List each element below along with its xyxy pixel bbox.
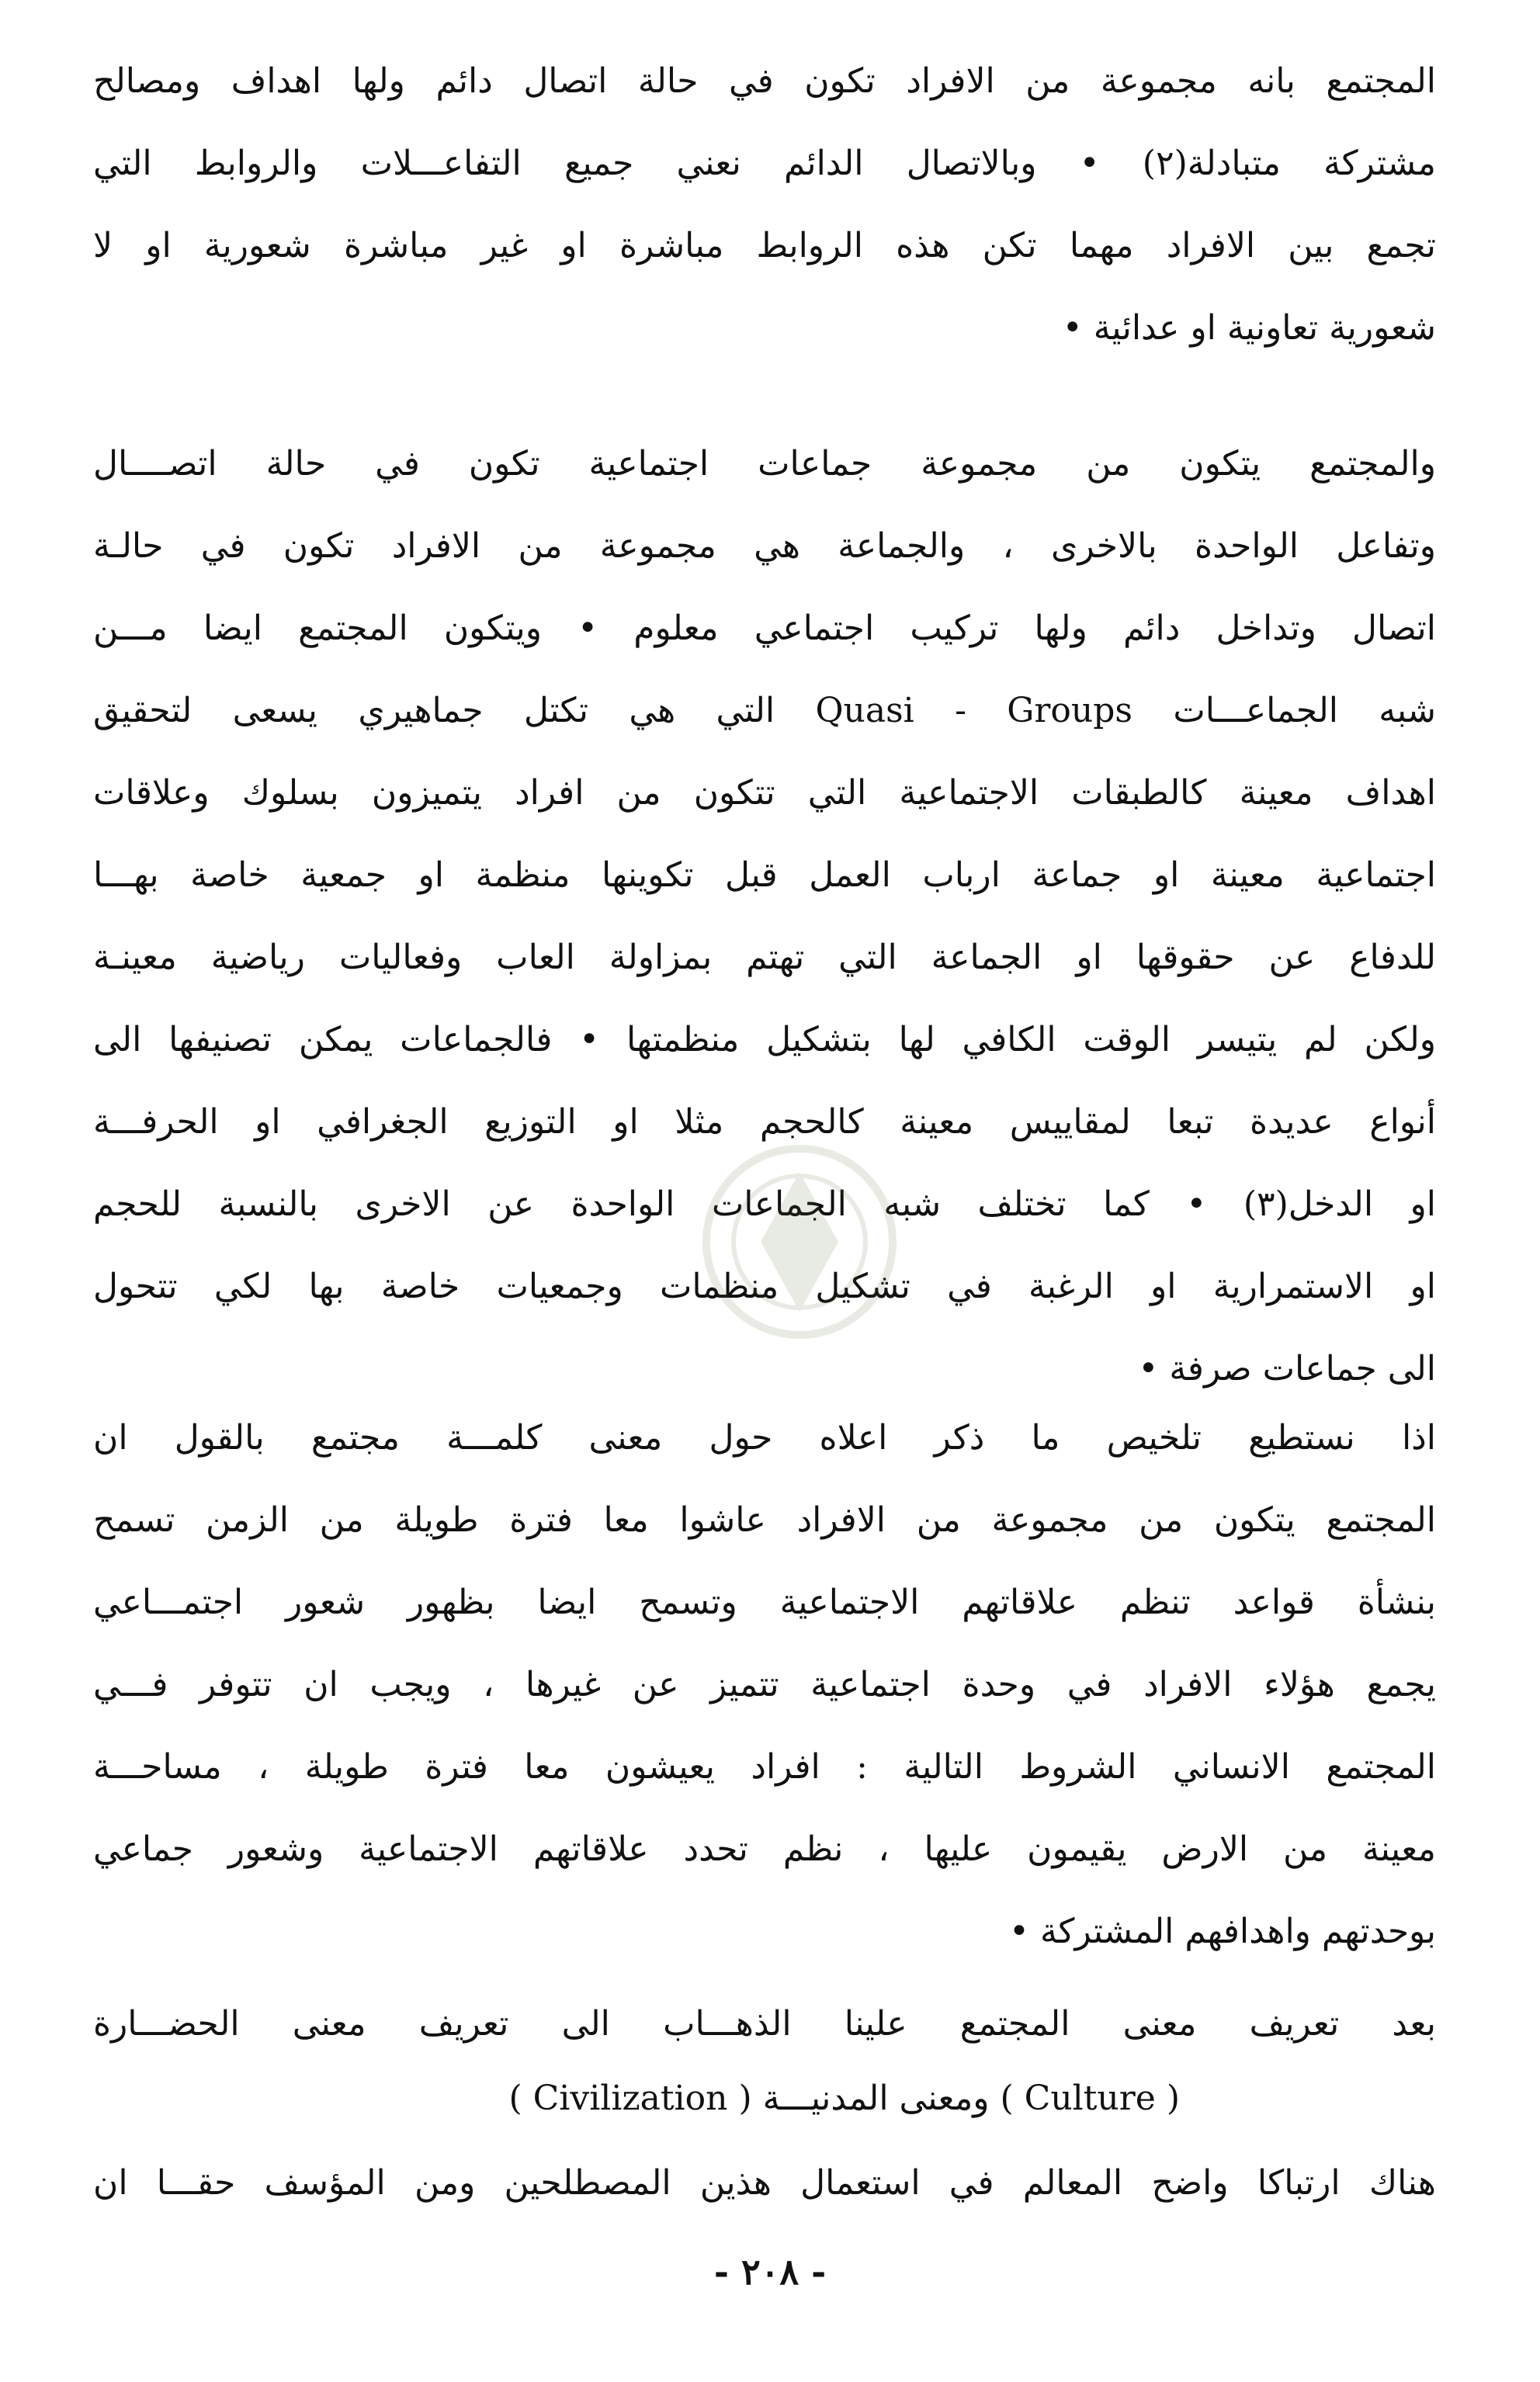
paragraph-5	[93, 2142, 1436, 2224]
library-seal-watermark	[683, 1125, 916, 1358]
text-line: هناك ارتباكا واضح المعالم في استعمال هذين المصطلحين ومن المؤسف حقـــا ان	[93, 2163, 1436, 2203]
text-line: او الدخل(٣) • كما تختلف شبه الجماعات الواحدة عن الاخرى بالنسبة للحجم	[93, 1184, 1437, 1224]
text-line: شبه الجماعـــات Quasi - Groups التي هي تكتل جماهيري يسعى لتحقيق	[93, 691, 1436, 730]
text-line: أنواع عديدة تبعا لمقاييس معينة كالحجم مثلا او التوزيع الجغرافي او الحرفـــة	[93, 1102, 1436, 1142]
paragraph-3	[93, 1397, 1436, 1973]
text-line: للدفاع عن حقوقها او الجماعة التي تهتم بمزاولة العاب وفعاليات رياضية معينـة	[93, 938, 1436, 977]
text-line: اتصال وتداخل دائم ولها تركيب اجتماعي معلوم • ويتكون المجتمع ايضا مـــن	[93, 609, 1436, 648]
text-line: وتفاعل الواحدة بالاخرى ، والجماعة هي مجموعة من الافراد تكون في حالـة	[93, 526, 1436, 566]
text-line: مشتركة متبادلة(٢) • وبالاتصال الدائم نعني جميع التفاعـــلات والروابط التي	[93, 144, 1437, 183]
text-line: شعورية تعاونية او عدائية •	[1062, 308, 1436, 348]
text-line: المجتمع الانساني الشروط التالية : افراد يعيشون معا فترة طويلة ، مساحـــة	[93, 1747, 1436, 1787]
text-line: الى جماعات صرفة •	[1138, 1349, 1436, 1389]
text-line: او الاستمرارية او الرغبة في تشكيل منظمات وجمعيات خاصة بها لكي تتحول	[93, 1267, 1436, 1306]
text-line: والمجتمع يتكون من مجموعة جماعات اجتماعية تكون في حالة اتصــــال	[93, 444, 1436, 484]
text-line: تجمع بين الافراد مهما تكن هذه الروابط مباشرة او غير مباشرة شعورية او لا	[93, 226, 1436, 265]
text-line: اذا نستطيع تلخيص ما ذكر اعلاه حول معنى كلمـــة مجتمع بالقول ان	[93, 1418, 1436, 1458]
text-line: اجتماعية معينة او جماعة ارباب العمل قبل تكوينها منظمة او جمعية خاصة بهـــا	[93, 855, 1436, 895]
text-line: يجمع هؤلاء الافراد في وحدة اجتماعية تتميز عن غيرها ، ويجب ان تتوفر فـــي	[93, 1665, 1436, 1704]
text-line: ولكن لم يتيسر الوقت الكافي لها بتشكيل منظمتها • فالجماعات يمكن تصنيفها الى	[93, 1020, 1436, 1059]
text-line: اهداف معينة كالطبقات الاجتماعية التي تتكون من افراد يتميزون بسلوك وعلاقات	[93, 773, 1436, 813]
text-line: بعد تعريف معنى المجتمع علينا الذهـــاب الى تعريف معنى الحضـــارة	[93, 2004, 1436, 2044]
text-line: المجتمع يتكون من مجموعة من الافراد عاشوا معا فترة طويلة من الزمن تسمح	[93, 1500, 1436, 1540]
page-number: - ٢٠٨ -	[713, 2251, 827, 2293]
paragraph-1	[93, 40, 1436, 369]
text-line: بنشأة قواعد تنظم علاقاتهم الاجتماعية وتسمح ايضا بظهور شعور اجتمـــاعي	[93, 1583, 1436, 1622]
paragraph-4	[93, 1987, 1436, 2136]
text-line: ( Culture ) ومعنى المدنيـــة ( Civilization )	[508, 2079, 1180, 2118]
text-line: بوحدتهم واهدافهم المشتركة •	[1009, 1912, 1436, 1951]
text-line: معينة من الارض يقيمون عليها ، نظم تحدد علاقاتهم الاجتماعية وشعور جماعي	[93, 1829, 1436, 1869]
text-line: المجتمع بانه مجموعة من الافراد تكون في حالة اتصال دائم ولها اهداف ومصالح	[93, 61, 1436, 101]
